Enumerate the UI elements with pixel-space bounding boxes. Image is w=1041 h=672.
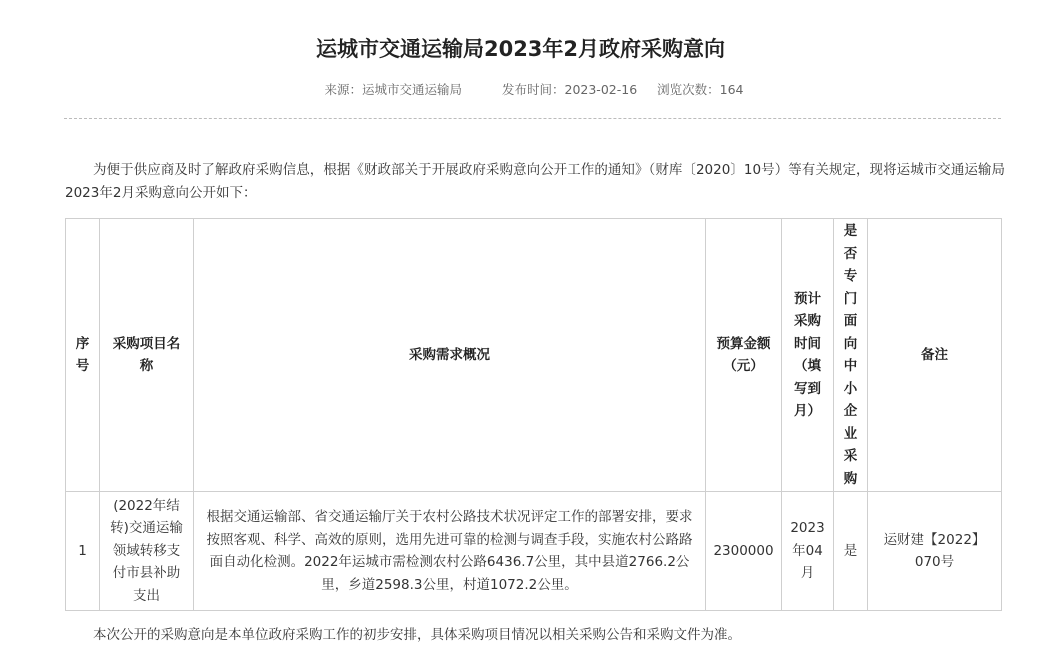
table-header-row [66, 219, 1002, 492]
footer-note: 本次公开的采购意向是本单位政府采购工作的初步安排，具体采购项目情况以相关采购公告和采购文件为准。 [93, 627, 741, 643]
procurement-table [65, 218, 1002, 611]
cell-no: 1 [66, 492, 100, 611]
cell-remarks: 运财建【2022】070号 [868, 492, 1002, 611]
article-meta [0, 81, 1041, 99]
cell-expected-time: 2023年04月 [782, 492, 834, 611]
page-title: 运城市交通运输局2023年2月政府采购意向 [315, 37, 726, 61]
header-requirements: 采购需求概况 [194, 219, 706, 492]
dashed-divider [64, 118, 1001, 119]
header-sme-only: 是否专门面向中小企业采购 [834, 219, 868, 492]
header-no: 序号 [66, 219, 100, 492]
cell-sme-only: 是 [834, 492, 868, 611]
header-expected-time: 预计采购时间（填写到月） [782, 219, 834, 492]
meta-source: 来源：运城市交通运输局 [324, 82, 462, 97]
header-project-name: 采购项目名称 [100, 219, 194, 492]
meta-publish-time: 发布时间：2023-02-16 [502, 82, 638, 97]
meta-views: 浏览次数：164 [657, 82, 744, 97]
header-budget: 预算金额（元） [706, 219, 782, 492]
table-row [66, 492, 1002, 611]
intro-paragraph: 为便于供应商及时了解政府采购信息，根据《财政部关于开展政府采购意向公开工作的通知》（财库〔2020〕10号）等有关规定，现将运城市交通运输局2023年2月采购意向公开如下： [65, 162, 1005, 201]
header-remarks: 备注 [868, 219, 1002, 492]
cell-project-name: (2022年结转)交通运输领域转移支付市县补助支出 [100, 492, 194, 611]
cell-budget: 2300000 [706, 492, 782, 611]
cell-requirements: 根据交通运输部、省交通运输厅关于农村公路技术状况评定工作的部署安排，要求按照客观、科学、高效的原则，选用先进可靠的检测与调查手段，实施农村公路路面自动化检测。2022年运城市需检测农村公路6436.7公里，其中县道2766.2公里，乡道2598.3公里，村道1072.2公里。 [194, 492, 706, 611]
